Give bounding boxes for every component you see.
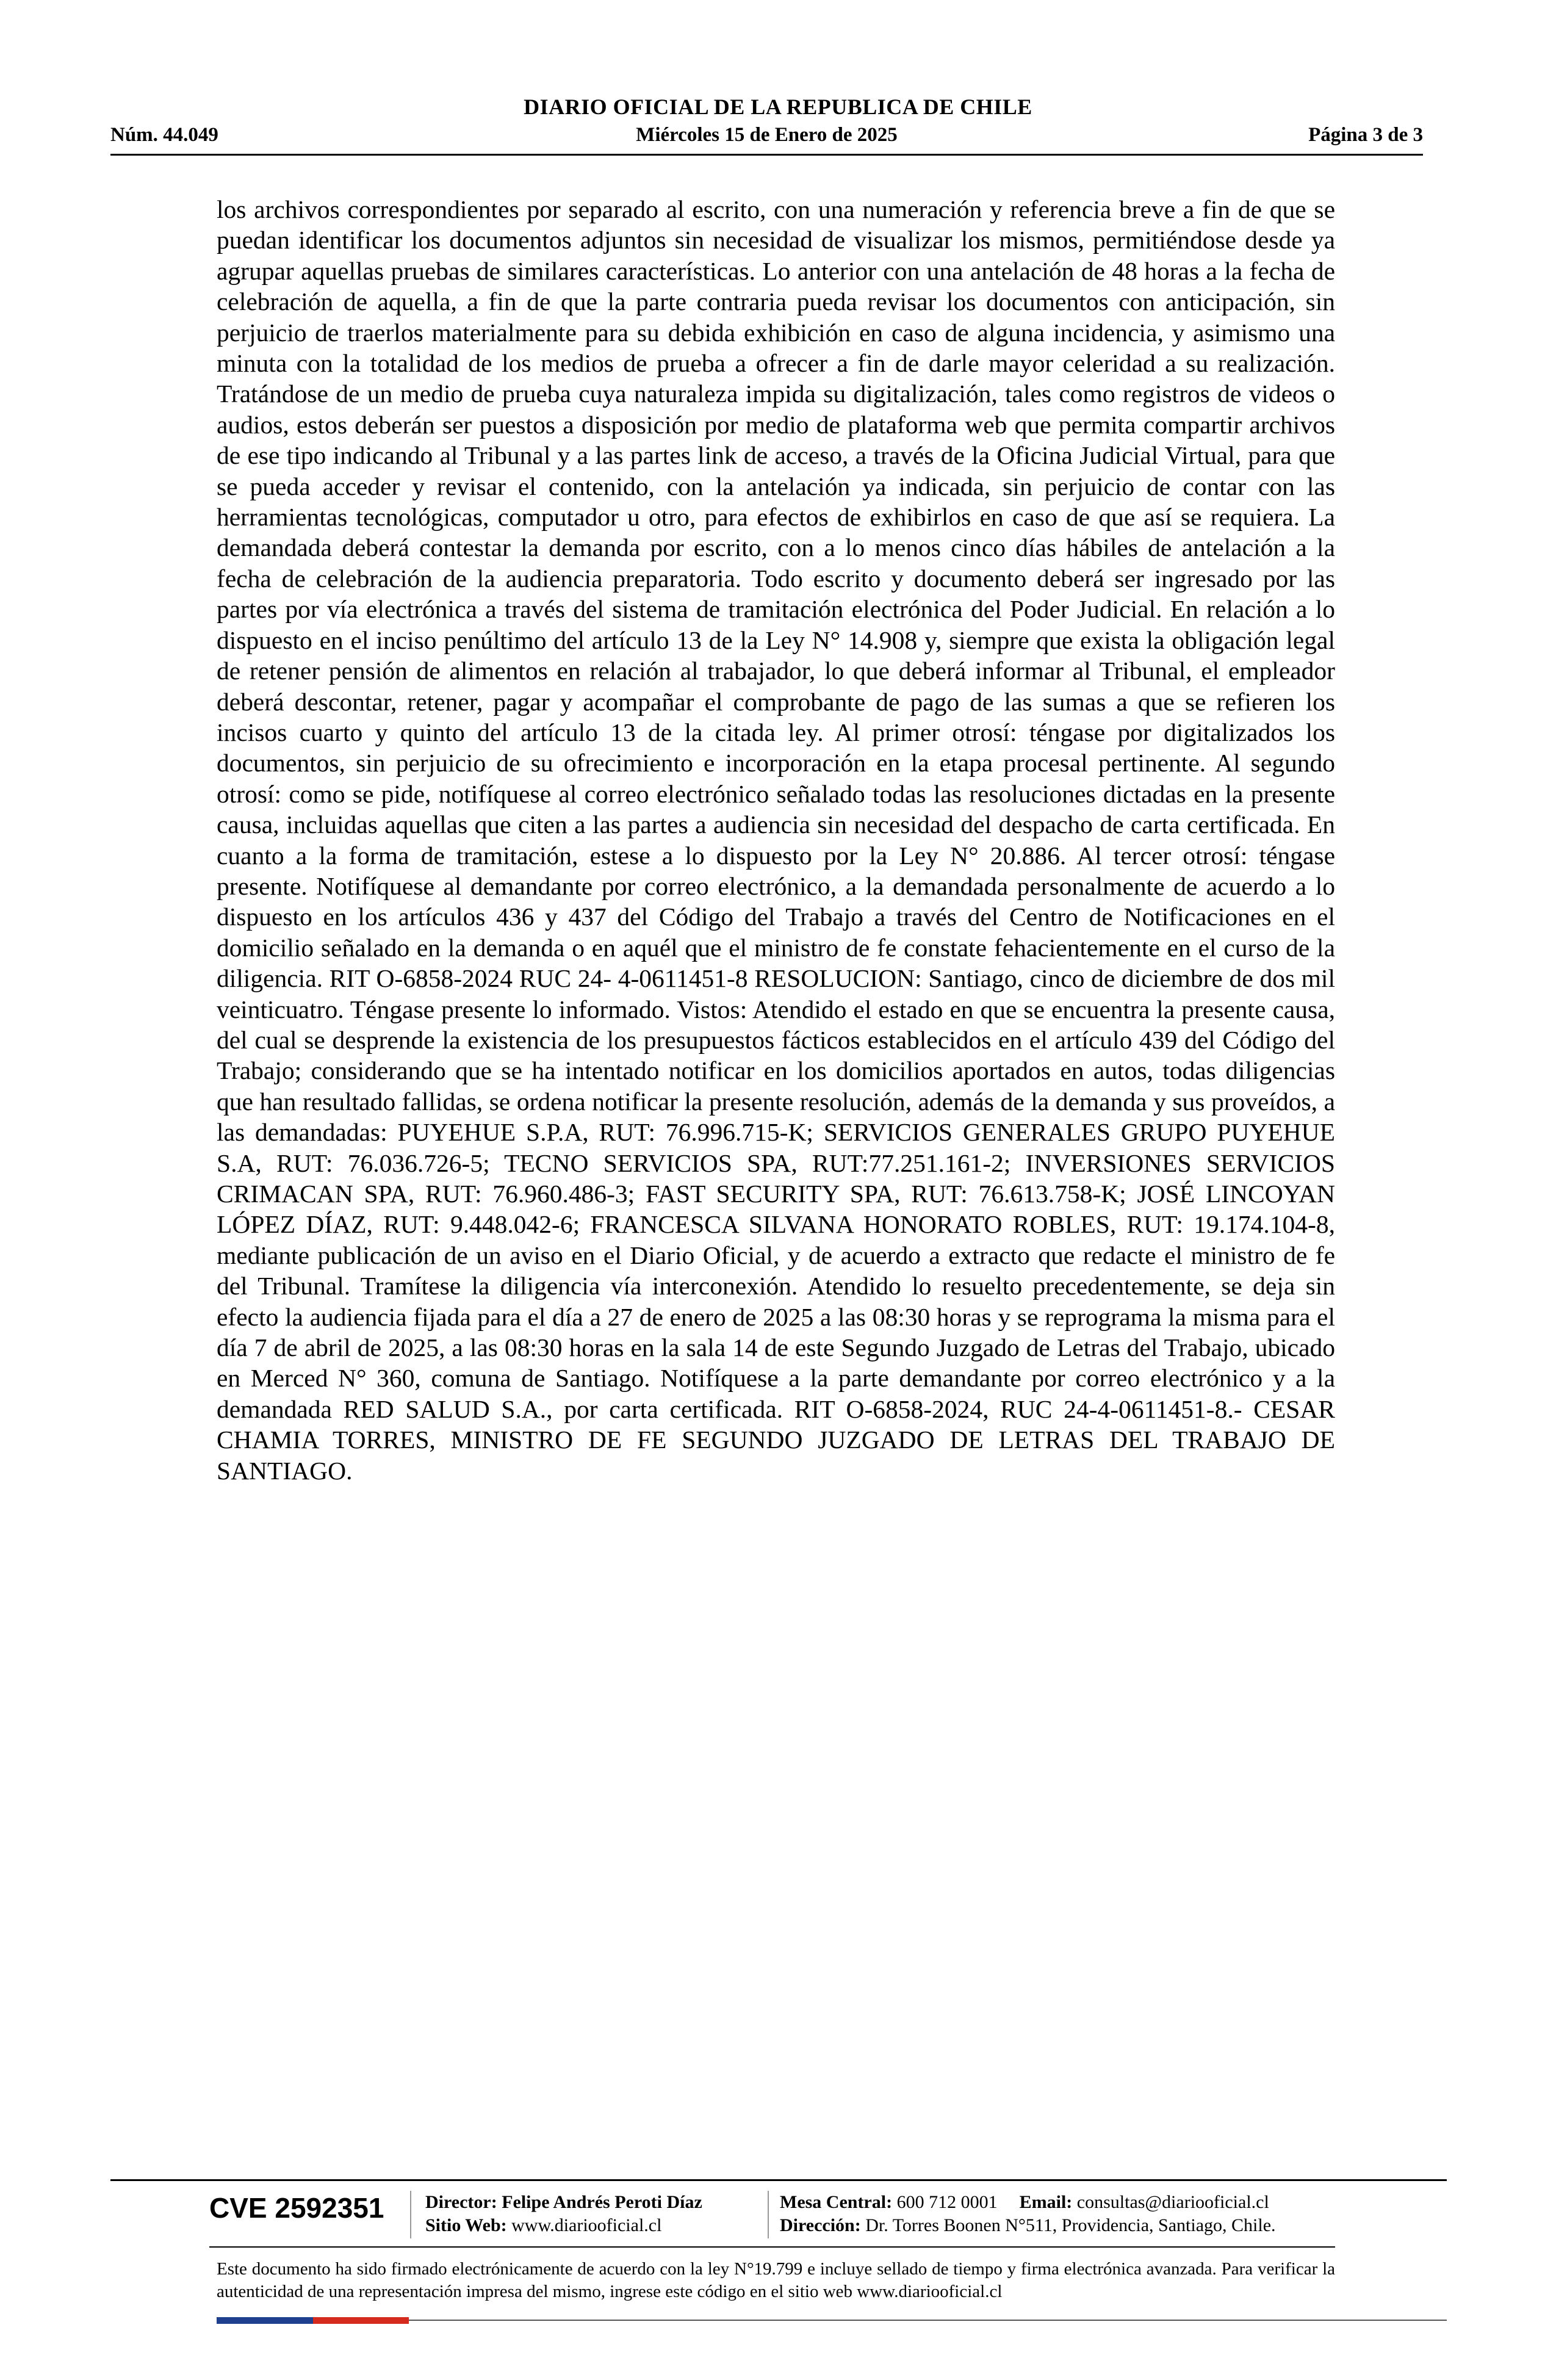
director-label: Director: [425,2192,497,2212]
website-link[interactable]: www.diariooficial.cl [511,2215,662,2235]
footer-divider-mid [209,2246,1335,2248]
page-indicator: Página 3 de 3 [1308,124,1423,146]
footer-separator [768,2191,769,2238]
mesa-central-label: Mesa Central: [780,2192,893,2212]
director-name: Felipe Andrés Peroti Díaz [502,2192,702,2212]
issue-number: Núm. 44.049 [110,124,218,146]
footer-divider-top [110,2179,1447,2181]
footer-divider-bottom [409,2320,1447,2321]
email-label: Email: [1019,2192,1073,2212]
body-text: los archivos correspondientes por separado al escrito, con una numeración y referencia breve a fin de que se puedan identificar los documentos adjuntos sin necesidad de visualizar los mismos, permitiéndose desde ya agrupar aquellas pruebas de similares características. Lo anterior con una antelación de 48 horas a la fecha de celebración de aquella, a fin de que la parte contraria pueda revisar los documentos con anticipación, sin perjuicio de traerlos materialmente para su debida exhibición en caso de alguna incidencia, y asimismo una minuta con la totalidad de los medios de prueba a ofrecer a fin de darle mayor celeridad a su realización. Tratándose de un medio de prueba cuya naturaleza impida su digitalización, tales como registros de videos o audios, estos deberán ser puestos a disposición por medio de plataforma web que permita compartir archivos de ese tipo indicando al Tribunal y a las partes link de acceso, a través de la Oficina Judicial Virtual, para que se pueda acceder y revisar el contenido, con la antelación ya indicada, sin perjuicio de contar con las herramientas tecnológicas, computador u otro, para efectos de exhibirlos en caso de que así se requiera. La demandada deberá contestar la demanda por escrito, con a lo menos cinco días hábiles de antelación a la fecha de celebración de la audiencia preparatoria. Todo escrito y documento deberá ser ingresado por las partes por vía electrónica a través del sistema de tramitación electrónica del Poder Judicial. En relación a lo dispuesto en el inciso penúltimo del artículo 13 de la Ley N° 14.908 y, siempre que exista la obligación legal de retener pensión de alimentos en relación al trabajador, lo que deberá informar al Tribunal, el empleador deberá descontar, retener, pagar y acompañar el comprobante de pago de las sumas a que se refieren los incisos cuarto y quinto del artículo 13 de la citada ley. Al primer otrosí: téngase por digitalizados los documentos, sin perjuicio de su ofrecimiento e incorporación en la etapa procesal pertinente. Al segundo otrosí: como se pide, notifíquese al correo electrónico señalado todas las resoluciones dictadas en la presente causa, incluidas aquellas que citen a las partes a audiencia sin necesidad del despacho de carta certificada. En cuanto a la forma de tramitación, estese a lo dispuesto por la Ley N° 20.886. Al tercer otrosí: téngase presente. Notifíquese al demandante por correo electrónico, a la demandada personalmente de acuerdo a lo dispuesto en los artículos 436 y 437 del Código del Trabajo a través del Centro de Notificaciones en el domicilio señalado en la demanda o en aquél que el ministro de fe constate fehacientemente en el curso de la diligencia. RIT O-6858-2024 RUC 24- 4-0611451-8 RESOLUCION: Santiago, cinco de diciembre de dos mil veinticuatro. Téngase presente lo informado. Vistos: Atendido el estado en que se encuentra la presente causa, del cual se desprende la existencia de los presupuestos fácticos establecidos en el artículo 439 del Código del Trabajo; considerando que se ha intentado notificar en los domicilios aportados en autos, todas diligencias que han resultado fallidas, se ordena notificar la presente resolución, además de la demanda y sus proveídos, a las demandadas: PUYEHUE S.P.A, RUT: 76.996.715-K; SERVICIOS GENERALES GRUPO PUYEHUE S.A, RUT: 76.036.726-5; TECNO SERVICIOS SPA, RUT:77.251.161-2; INVERSIONES SERVICIOS CRIMACAN SPA, RUT: 76.960.486-3; FAST SECURITY SPA, RUT: 76.613.758-K; JOSÉ LINCOYAN LÓPEZ DÍAZ, RUT: 9.448.042-6; FRANCESCA SILVANA HONORATO ROBLES, RUT: 19.174.104-8, mediante publicación de un aviso en el Diario Oficial, y de acuerdo a extracto que redacte el ministro de fe del Tribunal. Tramítese la diligencia vía interconexión. Atendido lo resuelto precedentemente, se deja sin efecto la audiencia fijada para el día a 27 de enero de 2025 a las 08:30 horas y se reprograma la misma para el día 7 de abril de 2025, a las 08:30 horas en la sala 14 de este Segundo Juzgado de Letras del Trabajo, ubicado en Merced N° 360, comuna de Santiago. Notifíquese a la parte demandante por correo electrónico y a la demandada RED SALUD S.A., por carta certificada. RIT O-6858-2024, RUC 24-4-0611451-8.- CESAR CHAMIA TORRES, MINISTRO DE FE SEGUNDO JUZGADO DE LETRAS DEL TRABAJO DE SANTIAGO. [217,195,1335,1485]
newspaper-title: DIARIO OFICIAL DE LA REPUBLICA DE CHILE [524,95,1032,119]
flag-segment [217,2317,265,2324]
flag-segment [361,2317,409,2324]
mesa-central-phone: 600 712 0001 [896,2192,998,2212]
website-label: Sitio Web: [425,2215,507,2235]
header-row [110,121,1423,149]
flag-segment [313,2317,361,2324]
address-value: Dr. Torres Boonen N°511, Providencia, Santiago, Chile. [865,2215,1276,2235]
footer-contact-right [780,2191,1276,2237]
footer-separator [410,2191,411,2238]
header-divider [110,154,1423,156]
flag-segment [265,2317,313,2324]
cve-code: CVE 2592351 [209,2192,384,2224]
chile-flag-stripe [217,2317,409,2324]
email-address[interactable]: consultas@diariooficial.cl [1076,2192,1269,2212]
legal-notice: Este documento ha sido firmado electrónicamente de acuerdo con la ley N°19.799 e incluye sellado de tiempo y firma electrónica avanzada. Para verificar la autenticidad de una representación impresa del mismo, ingrese este código en el sitio web www.diariooficial.cl [217,2259,1335,2301]
address-label: Dirección: [780,2215,861,2235]
footer-contact-left [425,2191,702,2237]
issue-date: Miércoles 15 de Enero de 2025 [636,124,898,146]
